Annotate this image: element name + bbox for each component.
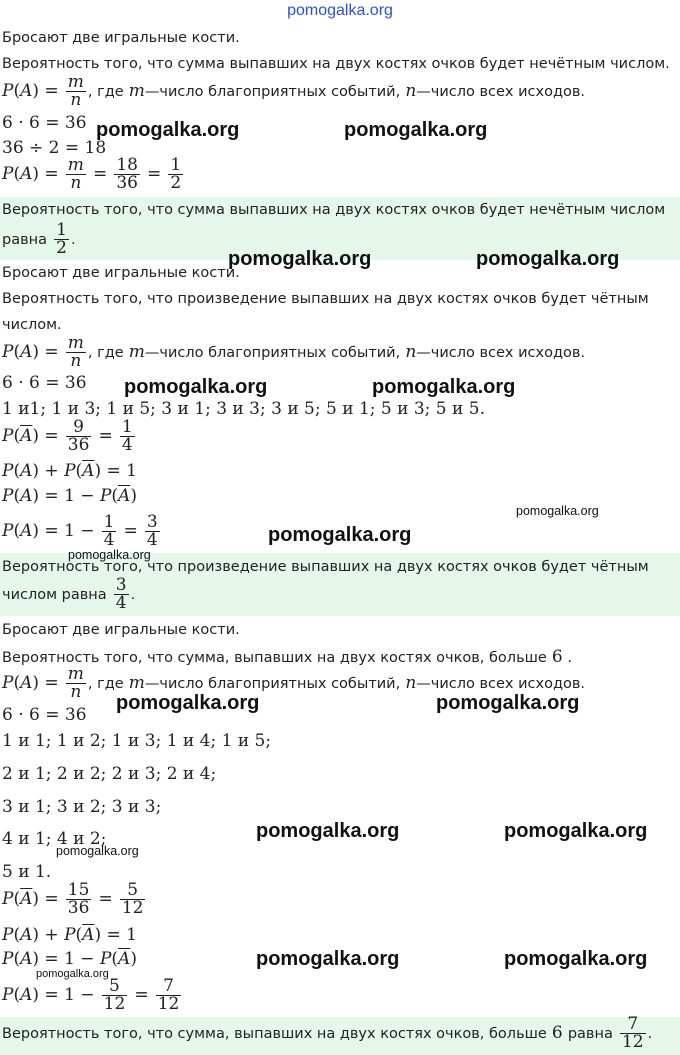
outcome-row-3: 3 и 1; 3 и 2; 3 и 3; <box>2 797 162 817</box>
block2-intro-line1: Вероятность того, что произведение выпавших на двух костях очков будет чётным <box>2 291 649 307</box>
block2-intro-line2: числом. <box>2 317 62 333</box>
watermark: pomogalka.org <box>372 376 516 398</box>
site-link[interactable]: pomogalka.org <box>287 2 393 19</box>
total-outcomes: 6 · 6 = 36 <box>2 113 87 133</box>
watermark: pomogalka.org <box>228 248 372 270</box>
watermark-small: pomogalka.org <box>68 548 151 562</box>
answer-3: Вероятность того, что сумма, выпавших на двух костях очков, больше 6 равна $\frac{7}{12}$ . <box>2 1014 653 1052</box>
favorable-outcomes: 36 ÷ 2 = 18 <box>2 138 107 158</box>
watermark: pomogalka.org <box>96 119 240 141</box>
final-calc: P(A) = 1 − $\frac{5}{12}$ = $\frac{7}{12}$ <box>2 976 180 1014</box>
watermark: pomogalka.org <box>476 248 620 270</box>
formula-definition: P(A) = $\frac{m}{n}$ , где m—число благоприятных событий, n—число всех исходов. <box>2 72 586 110</box>
watermark: pomogalka.org <box>268 524 412 546</box>
formula-definition: P(A) = $\frac{m}{n}$ , где m—число благоприятных событий, n—число всех исходов. <box>2 333 586 371</box>
probability-calc: P(A) = $\frac{m}{n}$ = $\frac{18}{36}$ = $\frac{1}{2}$ <box>2 155 182 193</box>
watermark: pomogalka.org <box>256 820 400 842</box>
problem-statement: Бросают две игральные кости. <box>2 30 240 46</box>
watermark: pomogalka.org <box>344 119 488 141</box>
complement-probability: $P(\overline{A})$ = $\frac{9}{36}$ = $\frac{1}{4}$ <box>2 417 133 455</box>
outcome-row-4: 4 и 1; 4 и 2; <box>2 829 107 849</box>
outcome-list: 1 и1; 1 и 3; 1 и 5; 3 и 1; 3 и 3; 3 и 5; 5 и 1; 5 и 3; 5 и 5. <box>2 399 485 419</box>
outcome-row-1: 1 и 1; 1 и 2; 1 и 3; 1 и 4; 1 и 5; <box>2 731 272 751</box>
outcome-row-5: 5 и 1. <box>2 862 52 882</box>
watermark: pomogalka.org <box>436 692 580 714</box>
block3-intro: Вероятность того, что сумма, выпавших на двух костях очков, больше 6 . <box>2 647 572 667</box>
answer-2-value: числом равна $\frac{3}{4}$ . <box>2 575 136 613</box>
watermark: pomogalka.org <box>256 948 400 970</box>
problem-statement: Бросают две игральные кости. <box>2 265 240 281</box>
final-calc: P(A) = 1 − $\frac{1}{4}$ = $\frac{3}{4}$ <box>2 512 158 550</box>
watermark: pomogalka.org <box>504 948 648 970</box>
watermark: pomogalka.org <box>116 692 260 714</box>
answer-1-text: Вероятность того, что сумма выпавших на двух костях очков будет нечётным числом <box>2 202 666 218</box>
total-outcomes: 6 · 6 = 36 <box>2 705 87 725</box>
sum-identity: $P(A) + P(\overline{A}) = 1$ <box>2 461 137 481</box>
answer-2-text: Вероятность того, что произведение выпавших на двух костях очков будет чётным <box>2 559 649 575</box>
outcome-row-2: 2 и 1; 2 и 2; 2 и 3; 2 и 4; <box>2 764 217 784</box>
formula-definition: P(A) = $\frac{m}{n}$ , где m—число благоприятных событий, n—число всех исходов. <box>2 664 586 702</box>
sum-identity: $P(A) + P(\overline{A}) = 1$ <box>2 925 137 945</box>
watermark-small: pomogalka.org <box>36 968 109 980</box>
complement-identity: $P(A) = 1 - P(\overline{A})$ <box>2 949 137 969</box>
block1-intro: Вероятность того, что сумма выпавших на двух костях очков будет нечётным числом. <box>2 56 670 72</box>
complement-identity: $P(A) = 1 - P(\overline{A})$ <box>2 486 137 506</box>
total-outcomes: 6 · 6 = 36 <box>2 373 87 393</box>
watermark-small: pomogalka.org <box>516 504 599 518</box>
watermark: pomogalka.org <box>504 820 648 842</box>
complement-probability: $P(\overline{A})$ = $\frac{15}{36}$ = $\frac{5}{12}$ <box>2 880 144 918</box>
problem-statement: Бросают две игральные кости. <box>2 622 240 638</box>
watermark: pomogalka.org <box>124 376 268 398</box>
watermark-small: pomogalka.org <box>56 844 139 858</box>
answer-1-value: равна $\frac{1}{2}$ . <box>2 220 76 258</box>
